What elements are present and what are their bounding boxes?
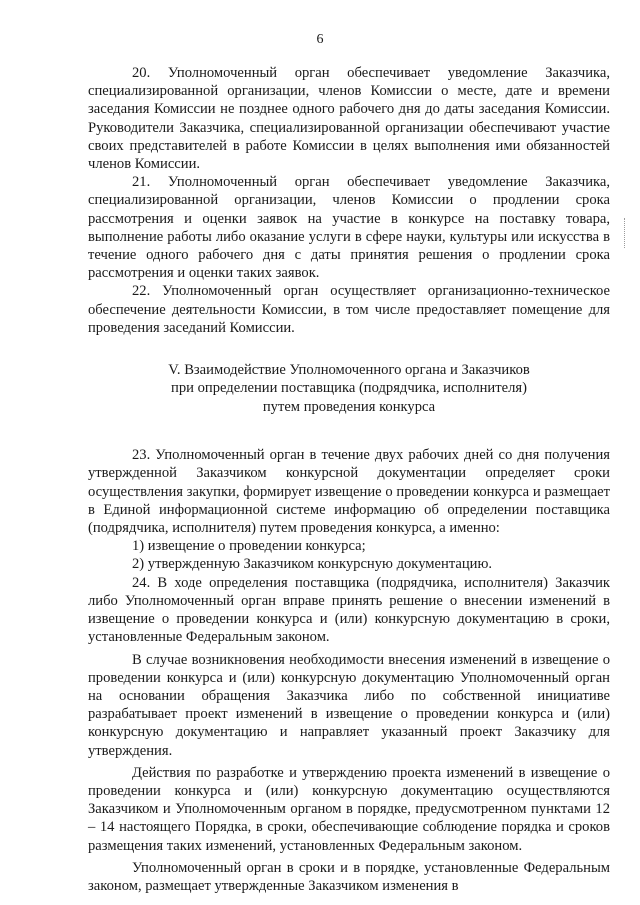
list-item-1: 1) извещение о проведении конкурса; [132, 538, 366, 555]
section-heading [88, 361, 610, 416]
paragraph-20: 20. Уполномоченный орган обеспечивает уведомление Заказчика, специализированной организации, членов Комиссии о месте, дате и времени заседания Комиссии не позднее одного рабочего дня до даты заседания Комиссии. Руководители Заказчика, специализированной организации обеспечивают участие своих представителей в работе Комиссии в целях выполнения ими обязанностей членов Комиссии. [88, 65, 610, 173]
paragraph-24: 24. В ходе определения поставщика (подрядчика, исполнителя) Заказчик либо Уполномоченный орган вправе принять решение о внесении изменений в извещение о проведении конкурса и (или) конкурсную документацию в сроки, установленные Федеральным законом. [88, 574, 610, 646]
section-heading-line-2: при определении поставщика (подрядчика, исполнителя) [171, 380, 527, 397]
paragraph-21: 21. Уполномоченный орган обеспечивает уведомление Заказчика, специализированной организации, членов Комиссии о продлении срока рассмотрения и оценки заявок на участие в конкурсе на поставку товара, выполнение работы либо оказание услуги в сфере науки, культуры или искусства в течение одного рабочего дня с даты принятия решения о продлении срока рассмотрения и оценки таких заявок. [88, 174, 610, 282]
paragraph-changes-need: В случае возникновения необходимости внесения изменений в извещение о проведении конкурса и (или) конкурсную документацию Уполномоченный орган на основании обращения Заказчика либо по собственной инициативе разрабатывает проект изменений в извещение о проведении конкурса и (или) конкурсную документацию и направляет указанный проект Заказчику для утверждения. [88, 651, 610, 759]
section-heading-line-1: V. Взаимодействие Уполномоченного органа и Заказчиков [168, 362, 530, 379]
paragraph-changes-procedure: Действия по разработке и утверждению проекта изменений в извещение о проведении конкурса и (или) конкурсную документацию осуществляются Заказчиком и Уполномоченным органом в порядке, предусмотренном пунктами 12 – 14 настоящего Порядка, в сроки, обеспечивающие соблюдение порядка и сроков размещения таких изменений, установленных Федеральным законом. [88, 764, 610, 854]
document-body [88, 64, 610, 895]
paragraph-changes-publication: Уполномоченный орган в сроки и в порядке, установленные Федеральным законом, размещает утвержденные Заказчиком изменения в [88, 859, 610, 894]
section-heading-line-3: путем проведения конкурса [262, 398, 436, 415]
margin-scan-mark [624, 218, 627, 248]
paragraph-23: 23. Уполномоченный орган в течение двух рабочих дней со дня получения утвержденной Заказчиком конкурсной документации определяет сроки осуществления закупки, формирует извещение о проведении конкурса и размещает в Единой информационной системе информацию об определении поставщика (подрядчика, исполнителя) путем проведения конкурса, а именно: [88, 447, 610, 537]
list-item-2: 2) утвержденную Заказчиком конкурсную документацию. [132, 556, 493, 573]
paragraph-22: 22. Уполномоченный орган осуществляет организационно-техническое обеспечение деятельности Комиссии, в том числе предоставляет помещение для проведения заседаний Комиссии. [88, 283, 610, 336]
page-number: 6 [316, 32, 324, 47]
